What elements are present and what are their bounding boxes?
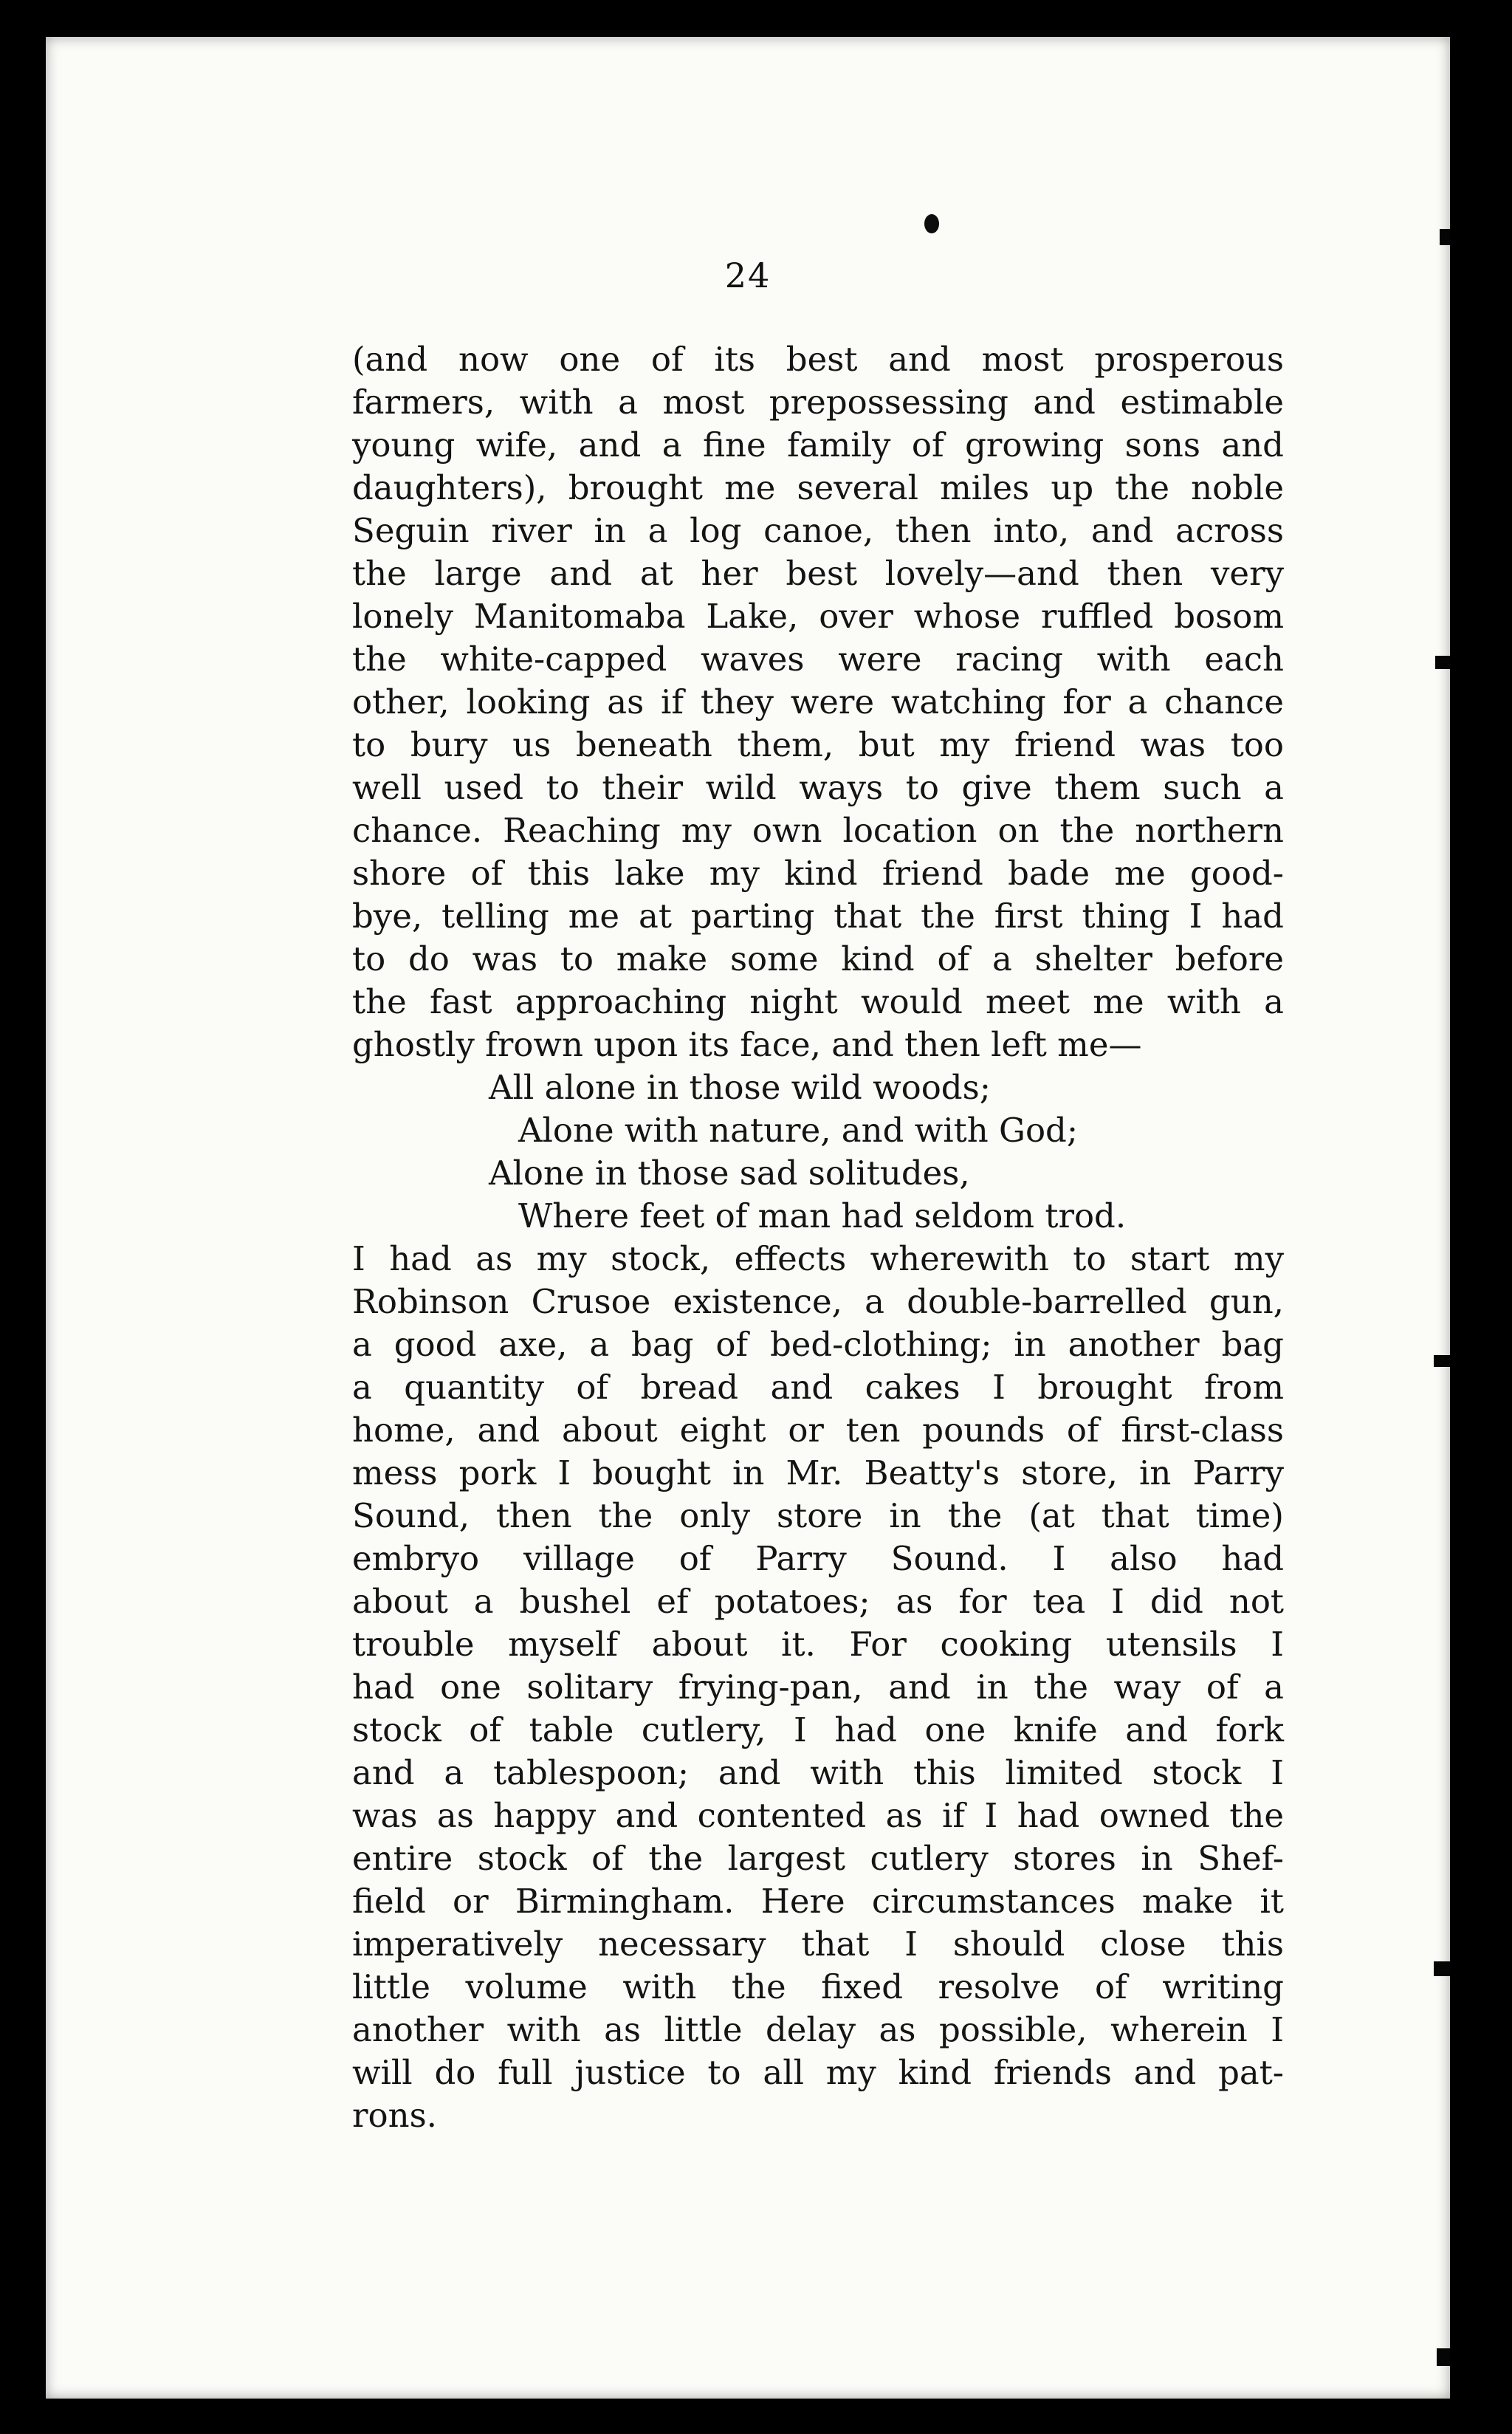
text-line: field or Birmingham. Here circumstances make it [352, 1882, 1284, 1921]
text-line: had one solitary frying-pan, and in the way of a [352, 1667, 1284, 1707]
text-line: stock of table cutlery, I had one knife and fork [352, 1710, 1284, 1749]
text-line: the fast approaching night would meet me with a [352, 982, 1284, 1021]
ink-spot [924, 214, 939, 233]
text-line: the white-capped waves were racing with each [352, 640, 1284, 679]
text-line: chance. Reaching my own location on the northern [352, 811, 1284, 850]
text-line: ghostly frown upon its face, and then left me— [352, 1025, 1142, 1064]
text-line: a quantity of bread and cakes I brought from [352, 1368, 1284, 1407]
text-line: shore of this lake my kind friend bade me good- [352, 854, 1284, 893]
verse-line: Alone with nature, and with God; [518, 1111, 1079, 1150]
text-line: well used to their wild ways to give them such a [352, 768, 1284, 807]
text-line: will do full justice to all my kind friends and pat- [352, 2053, 1284, 2092]
text-line: farmers, with a most prepossessing and estimable [352, 383, 1284, 422]
verse-line: All alone in those wild woods; [489, 1068, 991, 1107]
body-text [352, 338, 1284, 2137]
text-line: to do was to make some kind of a shelter before [352, 939, 1284, 978]
text-line: little volume with the fixed resolve of writing [352, 1967, 1284, 2006]
edge-ink-mark [1434, 1355, 1450, 1367]
text-line: imperatively necessary that I should close this [352, 1924, 1284, 1964]
verse-line: Where feet of man had seldom trod. [518, 1196, 1127, 1235]
page-number: 24 [724, 256, 772, 295]
text-line: lonely Manitomaba Lake, over whose ruffled bosom [352, 597, 1284, 636]
text-line: a good axe, a bag of bed-clothing; in another bag [352, 1325, 1284, 1364]
text-line: entire stock of the largest cutlery stores in Shef- [352, 1839, 1284, 1878]
text-line: I had as my stock, effects wherewith to start my [352, 1239, 1284, 1278]
text-line: young wife, and a fine family of growing sons and [352, 425, 1284, 464]
edge-ink-mark [1435, 656, 1450, 669]
text-line: another with as little delay as possible, wherein I [352, 2010, 1284, 2049]
edge-ink-mark [1440, 229, 1450, 245]
text-line: daughters), brought me several miles up the noble [352, 468, 1284, 507]
text-line: other, looking as if they were watching for a chance [352, 682, 1284, 721]
text-line: Sound, then the only store in the (at that time) [352, 1496, 1284, 1535]
edge-ink-mark [1434, 1961, 1450, 1976]
text-line: to bury us beneath them, but my friend was too [352, 725, 1284, 764]
text-line: rons. [352, 2096, 437, 2135]
text-line: home, and about eight or ten pounds of first-class [352, 1410, 1284, 1450]
edge-ink-mark [1437, 2348, 1450, 2366]
text-line: embryo village of Parry Sound. I also had [352, 1539, 1284, 1578]
text-line: (and now one of its best and most prosperous [352, 340, 1284, 379]
text-line: Seguin river in a log canoe, then into, and across [352, 511, 1284, 550]
text-line: was as happy and contented as if I had owned the [352, 1796, 1284, 1835]
text-line: trouble myself about it. For cooking utensils I [352, 1625, 1284, 1664]
text-line: mess pork I bought in Mr. Beatty's store, in Parry [352, 1453, 1284, 1492]
text-line: and a tablespoon; and with this limited stock I [352, 1753, 1284, 1792]
text-line: Robinson Crusoe existence, a double-barrelled gun, [352, 1282, 1284, 1321]
verse-line: Alone in those sad solitudes, [489, 1153, 970, 1193]
text-line: about a bushel ef potatoes; as for tea I did not [352, 1582, 1284, 1621]
book-page [46, 37, 1450, 2399]
text-line: the large and at her best lovely—and then very [352, 554, 1284, 593]
text-line: bye, telling me at parting that the first thing I had [352, 897, 1284, 936]
